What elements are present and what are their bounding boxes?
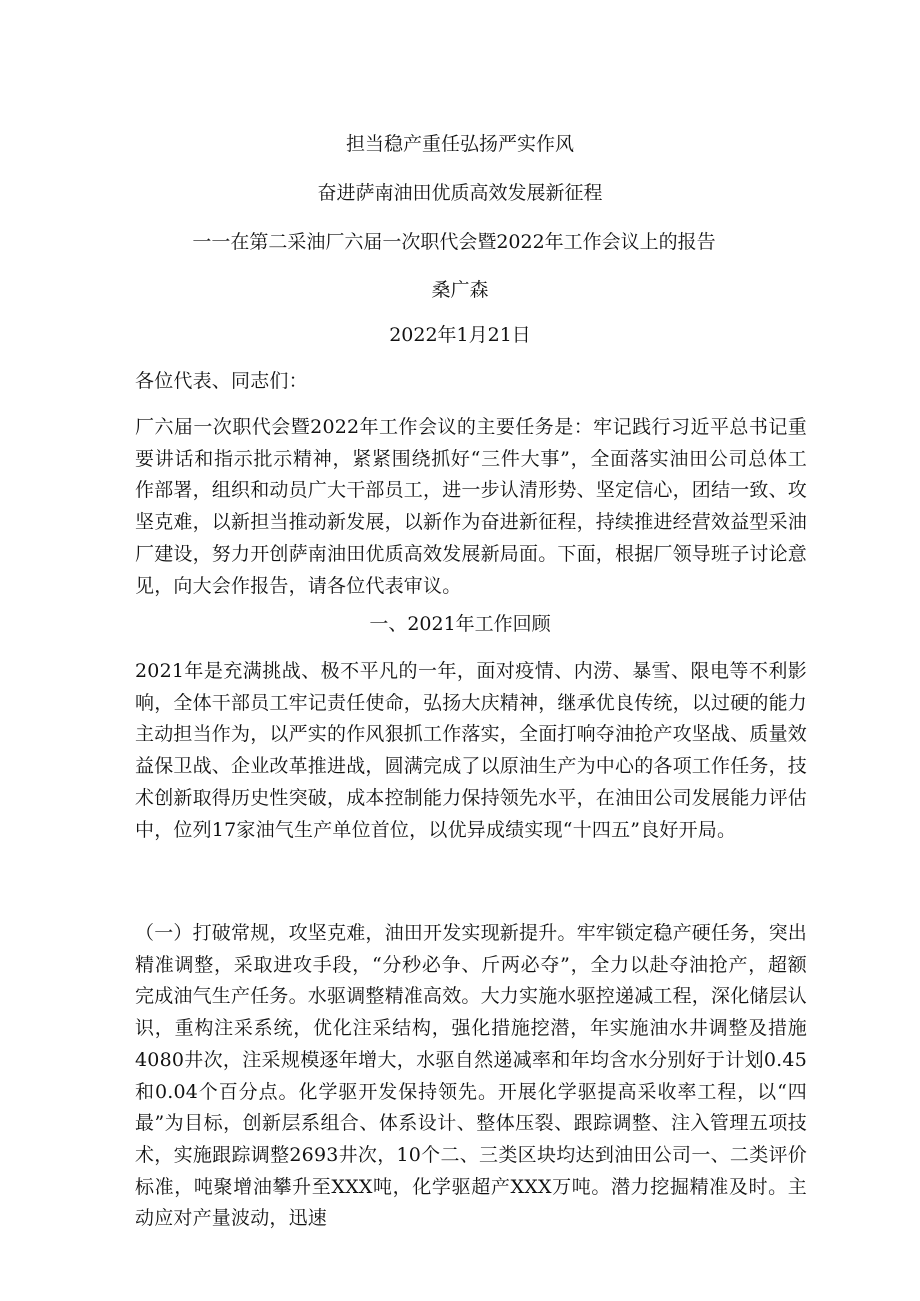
section-1-paragraph-1: [135, 656, 807, 846]
author: 桑广森: [431, 279, 489, 301]
section-1-paragraph-2: [135, 918, 807, 1235]
title-line-1: 担当稳产重任弘扬严实作风: [345, 133, 574, 155]
salutation-text: 各位代表、同志们：: [135, 370, 308, 392]
section-1-heading: 一、2021年工作回顾: [369, 613, 551, 635]
title-line-2: 奋进萨南油田优质高效发展新征程: [317, 182, 603, 204]
salutation: [135, 366, 807, 398]
intro-paragraph: [135, 412, 807, 602]
intro-text: 厂六届一次职代会暨2022年工作会议的主要任务是：牢记践行习近平总书记重要讲话和指示批示精神，紧紧围绕抓好“三件大事”，全面落实油田公司总体工作部署，组织和动员广大干部员工，进一步认清形势、坚定信心，团结一致、攻坚克难，以新担当推动新发展，以新作为奋进新征程，持续推进经营效益型采油厂建设，努力开创萨南油田优质高效发展新局面。下面，根据厂领导班子讨论意见，向大会作报告，请各位代表审议。: [135, 416, 808, 597]
date: 2022年1月21日: [389, 324, 531, 346]
section-1-paragraph-1-text: 2021年是充满挑战、极不平凡的一年，面对疫情、内涝、暴雪、限电等不利影响，全体干部员工牢记责任使命，弘扬大庆精神，继承优良传统，以过硬的能力主动担当作为，以严实的作风狠抓工作落实，全面打响夺油抢产攻坚战、质量效益保卫战、企业改革推进战，圆满完成了以原油生产为中心的各项工作任务，技术创新取得历史性突破，成本控制能力保持领先水平，在油田公司发展能力评估中，位列17家油气生产单位首位，以优异成绩实现“十四五”良好开局。: [135, 660, 808, 841]
section-1-paragraph-2-text: （一）打破常规，攻坚克难，油田开发实现新提升。牢牢锁定稳产硬任务，突出精准调整，采取进攻手段，“分秒必争、斤两必夺”，全力以赴夺油抢产，超额完成油气生产任务。水驱调整精准高效。大力实施水驱控递减工程，深化储层认识，重构注采系统，优化注采结构，强化措施挖潜，年实施油水井调整及措施4080井次，注采规模逐年增大，水驱自然递减率和年均含水分别好于计划0.45和0.04个百分点。化学驱开发保持领先。开展化学驱提高采收率工程，以“四最”为目标，创新层系组合、体系设计、整体压裂、跟踪调整、注入管理五项技术，实施跟踪调整2693井次，10个二、三类区块均达到油田公司一、二类评价标准，吨聚增油攀升至XXX吨，化学驱超产XXX万吨。潜力挖掘精准及时。主动应对产量波动，迅速: [135, 922, 808, 1230]
subtitle: 一一在第二采油厂六届一次职代会暨2022年工作会议上的报告: [192, 231, 716, 253]
